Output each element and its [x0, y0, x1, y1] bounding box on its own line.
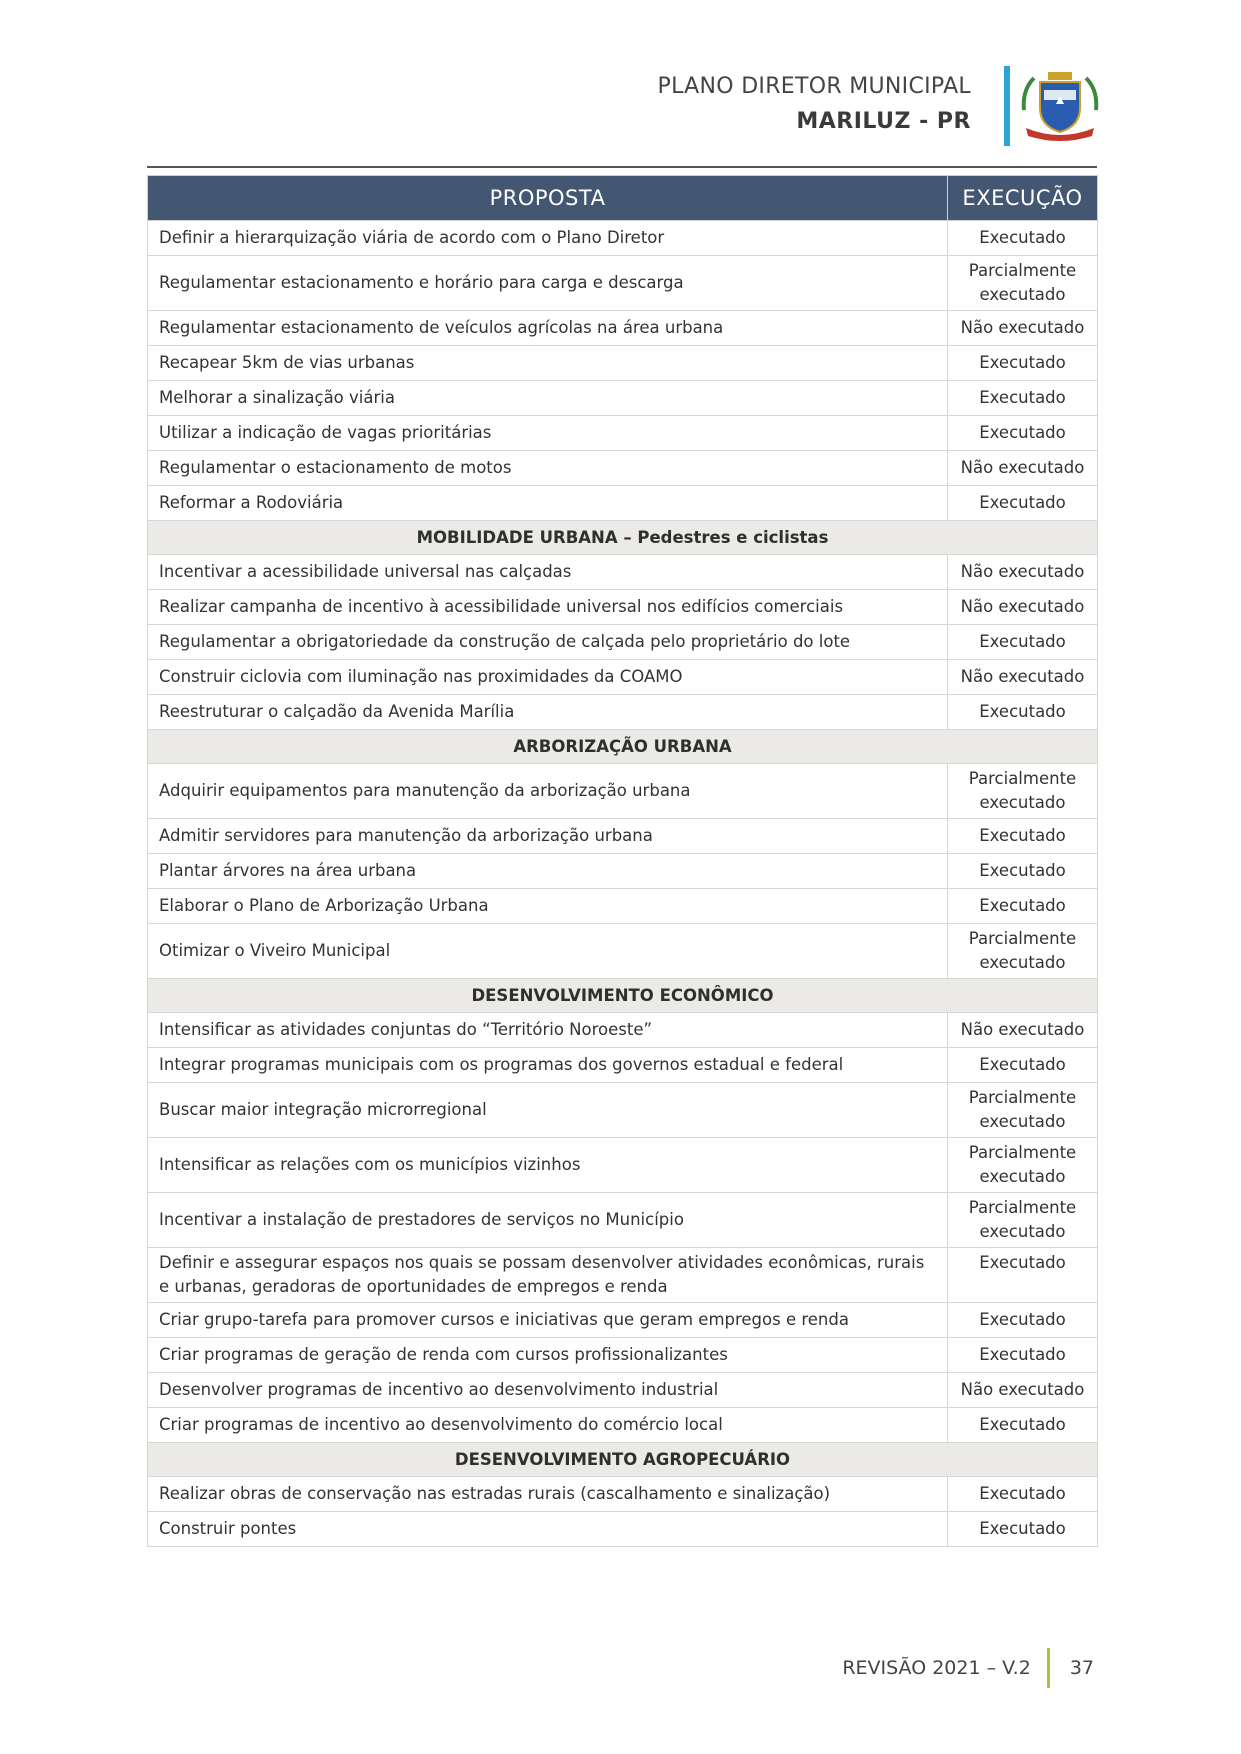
- execucao-cell: Parcialmente executado: [948, 1083, 1098, 1138]
- table-row: [148, 1373, 1098, 1408]
- proposta-cell: Construir pontes: [148, 1512, 948, 1547]
- table-row: [148, 346, 1098, 381]
- table-row: [148, 381, 1098, 416]
- execucao-cell: Executado: [948, 625, 1098, 660]
- header-title: PLANO DIRETOR MUNICIPAL: [657, 74, 971, 99]
- section-title: DESENVOLVIMENTO ECONÔMICO: [148, 979, 1098, 1013]
- table-row: [148, 854, 1098, 889]
- table-row: [148, 1048, 1098, 1083]
- table-row: [148, 819, 1098, 854]
- revision-label: REVISÃO 2021 – V.2: [842, 1657, 1031, 1679]
- proposta-cell: Intensificar as atividades conjuntas do “Território Noroeste”: [148, 1013, 948, 1048]
- table-header-row: [148, 176, 1098, 221]
- table-row: [148, 451, 1098, 486]
- coat-of-arms-icon: [1020, 70, 1100, 142]
- table-row: [148, 924, 1098, 979]
- execucao-cell: Executado: [948, 221, 1098, 256]
- execucao-cell: Executado: [948, 1477, 1098, 1512]
- execucao-cell: Executado: [948, 1512, 1098, 1547]
- proposta-cell: Admitir servidores para manutenção da arborização urbana: [148, 819, 948, 854]
- execucao-cell: Não executado: [948, 1373, 1098, 1408]
- proposta-cell: Otimizar o Viveiro Municipal: [148, 924, 948, 979]
- execucao-cell: Executado: [948, 1248, 1098, 1303]
- execucao-cell: Parcialmente executado: [948, 924, 1098, 979]
- execucao-cell: Não executado: [948, 555, 1098, 590]
- proposta-cell: Buscar maior integração microrregional: [148, 1083, 948, 1138]
- execucao-cell: Executado: [948, 889, 1098, 924]
- table-row: [148, 590, 1098, 625]
- table-row: [148, 486, 1098, 521]
- table-row: [148, 1338, 1098, 1373]
- proposta-cell: Desenvolver programas de incentivo ao desenvolvimento industrial: [148, 1373, 948, 1408]
- header-divider: [1004, 66, 1010, 146]
- table-row: [148, 1083, 1098, 1138]
- proposta-cell: Incentivar a instalação de prestadores de serviços no Município: [148, 1193, 948, 1248]
- table-row: [148, 889, 1098, 924]
- column-header-proposta: PROPOSTA: [148, 176, 948, 221]
- execucao-cell: Parcialmente executado: [948, 256, 1098, 311]
- execucao-cell: Não executado: [948, 660, 1098, 695]
- footer-divider: [1047, 1648, 1050, 1688]
- proposals-table: [147, 175, 1098, 1547]
- proposta-cell: Reformar a Rodoviária: [148, 486, 948, 521]
- header-municipality: MARILUZ - PR: [796, 109, 971, 134]
- execucao-cell: Executado: [948, 695, 1098, 730]
- table-row: [148, 1512, 1098, 1547]
- table-row: [148, 256, 1098, 311]
- proposta-cell: Regulamentar estacionamento de veículos agrícolas na área urbana: [148, 311, 948, 346]
- page-footer: [842, 1648, 1094, 1688]
- execucao-cell: Parcialmente executado: [948, 1138, 1098, 1193]
- proposta-cell: Reestruturar o calçadão da Avenida Marília: [148, 695, 948, 730]
- execucao-cell: Parcialmente executado: [948, 764, 1098, 819]
- proposta-cell: Melhorar a sinalização viária: [148, 381, 948, 416]
- proposta-cell: Definir a hierarquização viária de acordo com o Plano Diretor: [148, 221, 948, 256]
- execucao-cell: Não executado: [948, 311, 1098, 346]
- proposta-cell: Utilizar a indicação de vagas prioritárias: [148, 416, 948, 451]
- table-row: [148, 625, 1098, 660]
- proposta-cell: Regulamentar a obrigatoriedade da construção de calçada pelo proprietário do lote: [148, 625, 948, 660]
- proposta-cell: Integrar programas municipais com os programas dos governos estadual e federal: [148, 1048, 948, 1083]
- section-title: DESENVOLVIMENTO AGROPECUÁRIO: [148, 1443, 1098, 1477]
- execucao-cell: Executado: [948, 819, 1098, 854]
- proposta-cell: Adquirir equipamentos para manutenção da arborização urbana: [148, 764, 948, 819]
- execucao-cell: Executado: [948, 486, 1098, 521]
- execucao-cell: Executado: [948, 1408, 1098, 1443]
- execucao-cell: Executado: [948, 381, 1098, 416]
- execucao-cell: Executado: [948, 346, 1098, 381]
- table-row: [148, 1193, 1098, 1248]
- header-rule: [147, 166, 1097, 168]
- table-row: [148, 660, 1098, 695]
- table-row: [148, 1013, 1098, 1048]
- execucao-cell: Executado: [948, 416, 1098, 451]
- table-row: [148, 1408, 1098, 1443]
- execucao-cell: Executado: [948, 1303, 1098, 1338]
- section-row: [148, 730, 1098, 764]
- table-row: [148, 1477, 1098, 1512]
- table-row: [148, 311, 1098, 346]
- document-header: [658, 74, 971, 134]
- execucao-cell: Executado: [948, 1338, 1098, 1373]
- section-row: [148, 979, 1098, 1013]
- page-number: 37: [1069, 1657, 1094, 1679]
- table-row: [148, 1248, 1098, 1303]
- execucao-cell: Não executado: [948, 451, 1098, 486]
- table-row: [148, 221, 1098, 256]
- execucao-cell: Não executado: [948, 1013, 1098, 1048]
- proposta-cell: Criar programas de incentivo ao desenvolvimento do comércio local: [148, 1408, 948, 1443]
- proposta-cell: Incentivar a acessibilidade universal nas calçadas: [148, 555, 948, 590]
- proposta-cell: Criar grupo-tarefa para promover cursos e iniciativas que geram empregos e renda: [148, 1303, 948, 1338]
- execucao-cell: Não executado: [948, 590, 1098, 625]
- table-row: [148, 695, 1098, 730]
- section-row: [148, 1443, 1098, 1477]
- table-row: [148, 1138, 1098, 1193]
- proposta-cell: Construir ciclovia com iluminação nas proximidades da COAMO: [148, 660, 948, 695]
- execucao-cell: Parcialmente executado: [948, 1193, 1098, 1248]
- section-title: MOBILIDADE URBANA – Pedestres e ciclistas: [148, 521, 1098, 555]
- section-title: ARBORIZAÇÃO URBANA: [148, 730, 1098, 764]
- proposta-cell: Elaborar o Plano de Arborização Urbana: [148, 889, 948, 924]
- proposta-cell: Realizar campanha de incentivo à acessibilidade universal nos edifícios comerciais: [148, 590, 948, 625]
- column-header-execucao: EXECUÇÃO: [948, 176, 1098, 221]
- proposta-cell: Regulamentar o estacionamento de motos: [148, 451, 948, 486]
- proposta-cell: Definir e assegurar espaços nos quais se possam desenvolver atividades econômicas, rurais e urbanas, geradoras de oportunidades de empregos e renda: [148, 1248, 948, 1303]
- table-row: [148, 1303, 1098, 1338]
- table-row: [148, 764, 1098, 819]
- execucao-cell: Executado: [948, 854, 1098, 889]
- proposta-cell: Regulamentar estacionamento e horário para carga e descarga: [148, 256, 948, 311]
- table-row: [148, 416, 1098, 451]
- proposta-cell: Intensificar as relações com os municípios vizinhos: [148, 1138, 948, 1193]
- execucao-cell: Executado: [948, 1048, 1098, 1083]
- proposta-cell: Criar programas de geração de renda com cursos profissionalizantes: [148, 1338, 948, 1373]
- table-row: [148, 555, 1098, 590]
- section-row: [148, 521, 1098, 555]
- proposta-cell: Recapear 5km de vias urbanas: [148, 346, 948, 381]
- proposta-cell: Realizar obras de conservação nas estradas rurais (cascalhamento e sinalização): [148, 1477, 948, 1512]
- proposta-cell: Plantar árvores na área urbana: [148, 854, 948, 889]
